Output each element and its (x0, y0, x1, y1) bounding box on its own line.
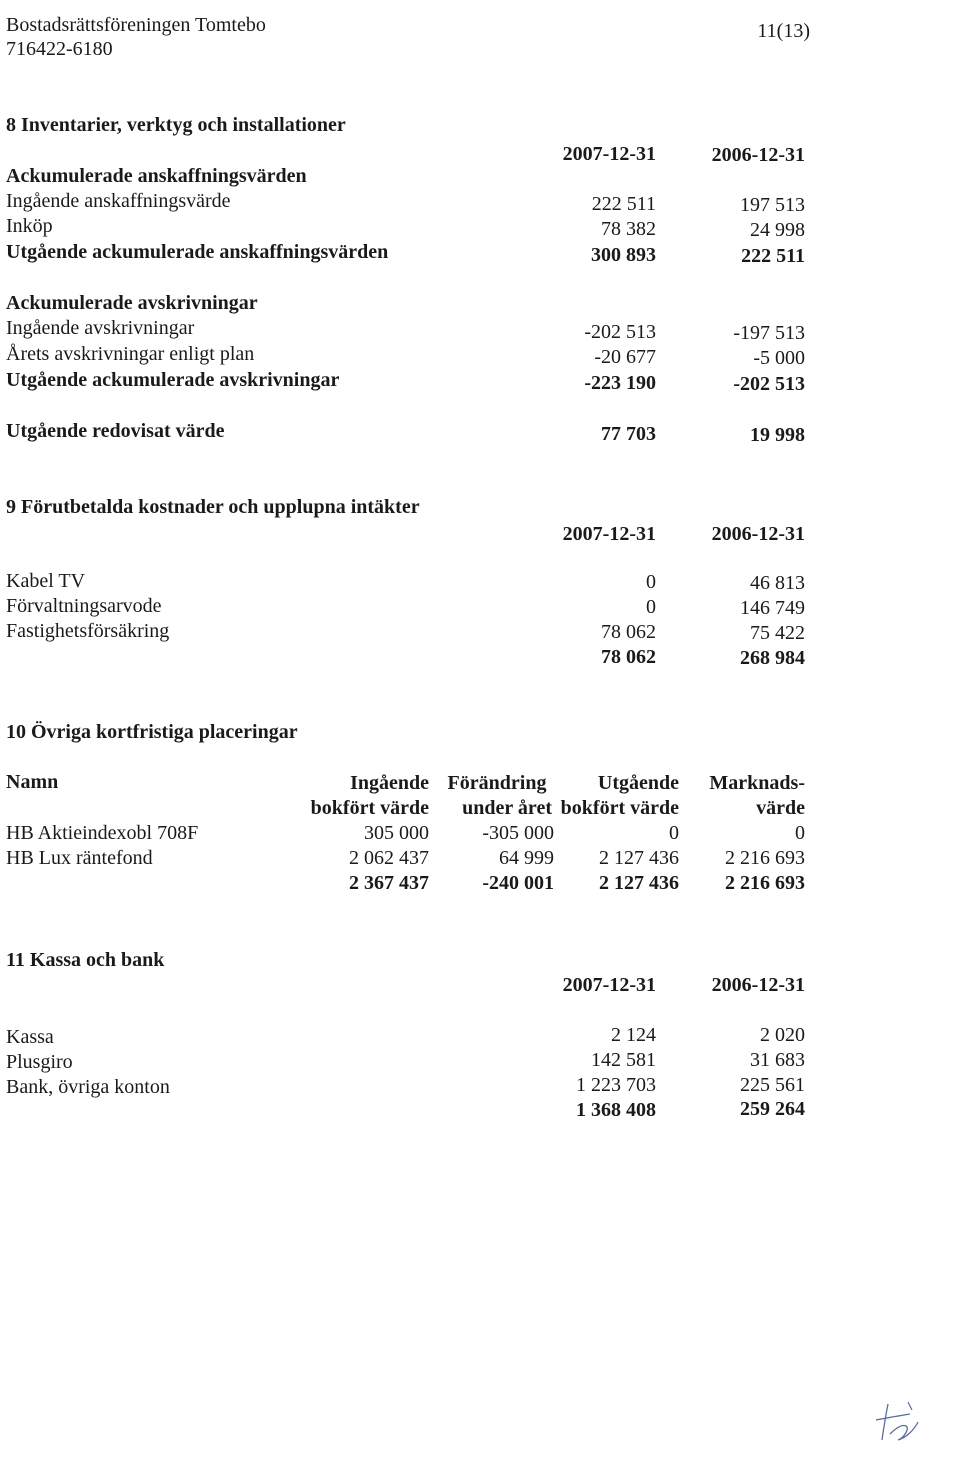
note10-total-c2: -240 001 (482, 872, 554, 894)
note8-subheading-acquisition: Ackumulerade anskaffningsvärden (6, 165, 307, 187)
row-value-2007: 0 (646, 596, 656, 618)
row-value-2007: 0 (646, 571, 656, 593)
table-cell: -305 000 (482, 822, 554, 844)
row-value-2007: 77 703 (601, 423, 656, 445)
row-value-2007: 78 382 (601, 218, 656, 240)
row-value-2007: -20 677 (594, 346, 656, 368)
note9-col2-header: 2006-12-31 (711, 523, 805, 545)
row-value-2006: 24 998 (750, 219, 805, 241)
note10-header-name: Namn (6, 771, 59, 793)
note9-total-2007: 78 062 (601, 646, 656, 668)
row-value-2006: 31 683 (750, 1049, 805, 1071)
table-row-name: HB Aktieindexobl 708F (6, 822, 199, 844)
note10-header-c1a: Ingående (350, 772, 429, 794)
note8-col2-header: 2006-12-31 (711, 144, 805, 166)
note10-header-c2b: under året (462, 797, 552, 819)
row-label: Plusgiro (6, 1051, 73, 1073)
handwritten-initials-signature (868, 1398, 924, 1448)
note10-header-c1b: bokfört värde (310, 797, 429, 819)
row-value-2007: 78 062 (601, 621, 656, 643)
row-label: Kassa (6, 1026, 54, 1048)
row-label: Fastighetsförsäkring (6, 620, 170, 642)
note10-header-c3b: bokfört värde (560, 797, 679, 819)
note11-col2-header: 2006-12-31 (711, 974, 805, 996)
note8-title: 8 Inventarier, verktyg och installationer (6, 114, 346, 136)
note10-header-c4b: värde (756, 797, 805, 819)
note10-total-c3: 2 127 436 (599, 872, 679, 894)
note10-total-c4: 2 216 693 (725, 872, 805, 894)
note11-title: 11 Kassa och bank (6, 949, 165, 971)
note9-col1-header: 2007-12-31 (562, 523, 656, 545)
table-cell: 0 (795, 822, 805, 844)
row-value-2006: 222 511 (741, 245, 805, 267)
table-cell: 2 216 693 (725, 847, 805, 869)
row-value-2006: 75 422 (750, 622, 805, 644)
row-label: Bank, övriga konton (6, 1076, 170, 1098)
row-label: Ingående anskaffningsvärde (6, 190, 231, 212)
row-label: Utgående redovisat värde (6, 420, 225, 442)
row-value-2007: 222 511 (591, 193, 656, 215)
row-label: Utgående ackumulerade anskaffningsvärden (6, 241, 389, 263)
row-value-2007: 300 893 (591, 244, 656, 266)
row-value-2006: 2 020 (760, 1024, 805, 1046)
row-value-2006: 46 813 (750, 572, 805, 594)
note11-total-2006: 259 264 (740, 1098, 805, 1120)
row-value-2007: -202 513 (584, 321, 656, 343)
row-value-2006: -5 000 (753, 347, 805, 369)
note9-title: 9 Förutbetalda kostnader och upplupna intäkter (6, 496, 420, 518)
note10-header-c2a: Förändring (447, 772, 547, 794)
table-cell: 64 999 (499, 847, 554, 869)
row-value-2006: -197 513 (733, 322, 805, 344)
row-value-2007: 142 581 (591, 1049, 656, 1071)
org-name: Bostadsrättsföreningen Tomtebo (6, 14, 266, 36)
note10-title: 10 Övriga kortfristiga placeringar (6, 721, 298, 743)
note10-header-c4a: Marknads- (709, 772, 805, 794)
row-value-2006: -202 513 (733, 373, 805, 395)
row-value-2006: 197 513 (740, 194, 805, 216)
note10-header-c3a: Utgående (597, 772, 679, 794)
row-label: Inköp (6, 215, 53, 237)
table-cell: 305 000 (364, 822, 429, 844)
table-cell: 0 (669, 822, 679, 844)
note8-col1-header: 2007-12-31 (562, 143, 656, 165)
row-value-2006: 146 749 (740, 597, 805, 619)
table-cell: 2 062 437 (349, 847, 429, 869)
note11-col1-header: 2007-12-31 (562, 974, 656, 996)
note10-total-c1: 2 367 437 (349, 872, 429, 894)
row-label: Ingående avskrivningar (6, 317, 195, 339)
note8-subheading-depreciation: Ackumulerade avskrivningar (6, 292, 258, 314)
row-value-2007: 2 124 (611, 1024, 656, 1046)
row-label: Utgående ackumulerade avskrivningar (6, 369, 340, 391)
page-number: 11(13) (757, 20, 810, 42)
row-label: Årets avskrivningar enligt plan (6, 343, 255, 365)
row-value-2006: 19 998 (750, 424, 805, 446)
row-value-2007: -223 190 (584, 372, 656, 394)
table-row-name: HB Lux räntefond (6, 847, 153, 869)
row-label: Förvaltningsarvode (6, 595, 162, 617)
row-value-2007: 1 223 703 (576, 1074, 656, 1096)
note9-total-2006: 268 984 (740, 647, 805, 669)
row-value-2006: 225 561 (740, 1074, 805, 1096)
note11-total-2007: 1 368 408 (576, 1099, 656, 1121)
row-label: Kabel TV (6, 570, 86, 592)
table-cell: 2 127 436 (599, 847, 679, 869)
org-number: 716422-6180 (6, 38, 113, 60)
